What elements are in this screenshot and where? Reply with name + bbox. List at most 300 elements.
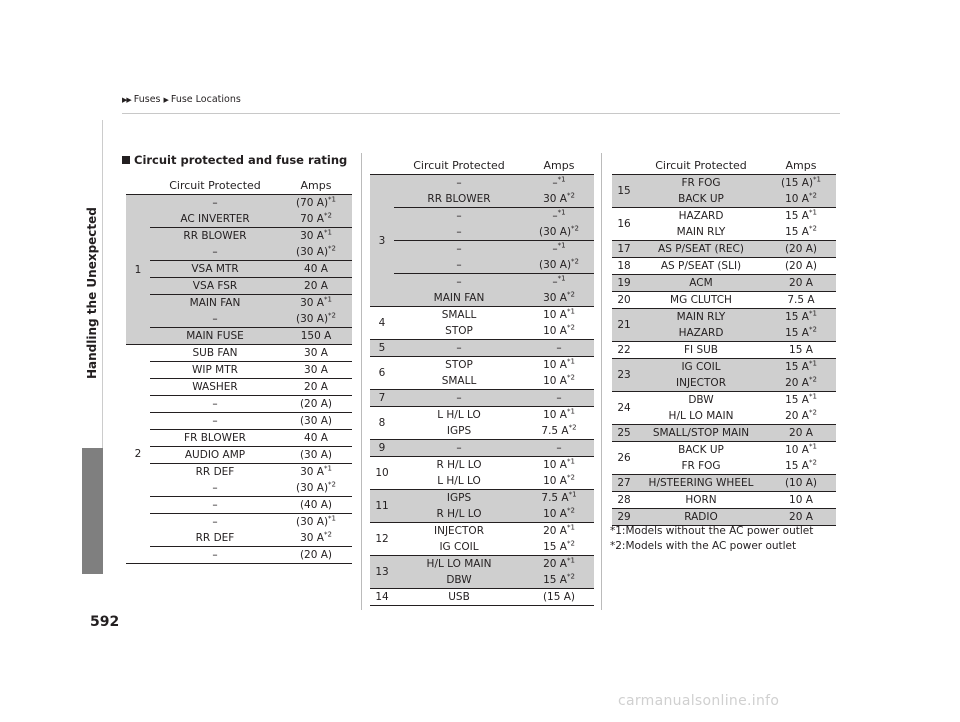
table-row: [394, 357, 594, 373]
table-row: [394, 440, 594, 456]
amp-value: (15 A): [780, 177, 814, 189]
circuit-name: AS P/SEAT (REC): [658, 243, 744, 255]
fuse-table-3: [612, 157, 836, 526]
table-row: [636, 224, 836, 240]
amp-value: (20 A): [299, 549, 333, 561]
table-row: [394, 390, 594, 406]
fuse-rows: [636, 342, 836, 358]
amp-rating: [766, 394, 836, 406]
table-row: [394, 523, 594, 539]
amp-rating: [280, 347, 352, 359]
amp-rating: [280, 466, 352, 478]
table-row: [150, 228, 352, 244]
circuit-name: –: [456, 210, 462, 222]
footnote-ref[interactable]: *2: [808, 325, 817, 334]
fuse-number: 4: [378, 317, 386, 329]
circuit-name: SMALL: [441, 375, 477, 387]
amp-value: 15 A: [785, 210, 809, 222]
fuse-group-22: [612, 342, 836, 359]
footnote-ref[interactable]: *2: [808, 224, 817, 233]
table-row: [394, 257, 594, 274]
table-row: [394, 241, 594, 257]
amp-value: 15 A: [543, 574, 567, 586]
footnote-ref[interactable]: *2: [328, 311, 337, 320]
table-row: [150, 447, 352, 464]
fuse-group-21: [612, 309, 836, 342]
table-row: [394, 539, 594, 555]
circuit-name: –: [456, 226, 462, 238]
table-row: [394, 473, 594, 489]
footnote-ref[interactable]: *1: [566, 407, 575, 416]
chapter-title: Handling the Unexpected: [85, 207, 99, 379]
circuit-name: HORN: [685, 494, 717, 506]
fuse-number: 23: [617, 369, 631, 381]
footnote-ref[interactable]: *1: [566, 556, 575, 565]
fuse-rows: [394, 340, 594, 356]
amp-value: 10 A: [543, 475, 567, 487]
circuit-name: FI SUB: [683, 344, 719, 356]
amp-rating: [766, 193, 836, 205]
amp-rating: [524, 409, 594, 421]
fuse-group-4: [370, 307, 594, 340]
table-row: [150, 211, 352, 228]
amp-rating: [280, 230, 352, 242]
table-row: [636, 342, 836, 358]
header-amps: Amps: [785, 159, 817, 172]
amp-value: 15 A: [785, 311, 809, 323]
fuse-group-27: [612, 475, 836, 492]
fuse-group-18: [612, 258, 836, 275]
header-circuit: Circuit Protected: [413, 159, 505, 172]
footnote-ref[interactable]: *2: [808, 191, 817, 200]
circuit-name: DBW: [446, 574, 472, 586]
footnote-ref[interactable]: *2: [566, 323, 575, 332]
fuse-number: 1: [134, 263, 142, 276]
amp-rating: [524, 359, 594, 371]
amp-value: 20 A: [543, 558, 567, 570]
fuse-number: 6: [378, 367, 386, 379]
amp-rating: [524, 325, 594, 337]
circuit-name: –: [212, 197, 218, 209]
amp-value: 10 A: [543, 309, 567, 321]
amp-value: 15 A: [785, 394, 809, 406]
footnote-ref[interactable]: *1: [808, 309, 817, 318]
table-row: [394, 340, 594, 356]
circuit-name: USB: [448, 591, 470, 603]
circuit-name: AUDIO AMP: [184, 449, 246, 461]
fuse-group-2: [126, 345, 352, 564]
fuse-number: 2: [134, 448, 142, 460]
footnote-ref[interactable]: *1: [323, 464, 332, 473]
amp-value: (20 A): [784, 260, 818, 272]
fuse-number: 25: [617, 427, 631, 439]
footnote-ref[interactable]: *2: [571, 224, 580, 233]
circuit-name: INJECTOR: [676, 377, 726, 389]
table-row: [636, 425, 836, 441]
amp-value: 40 A: [304, 263, 328, 275]
fuse-group-20: [612, 292, 836, 309]
amp-value: (30 A): [295, 516, 329, 528]
amp-rating: [280, 297, 352, 309]
table-row: [394, 208, 594, 224]
footnote-ref[interactable]: *1: [557, 241, 566, 250]
fuse-rows: [636, 309, 836, 341]
header-amps: Amps: [300, 179, 332, 192]
amp-rating: [524, 459, 594, 471]
footnote-ref[interactable]: *1: [557, 208, 566, 217]
circuit-name: –: [212, 398, 218, 410]
table-row: [394, 191, 594, 208]
table-row: [394, 506, 594, 522]
circuit-name: DBW: [688, 394, 714, 406]
amp-value: 30 A: [304, 347, 328, 359]
fuse-number: 3: [378, 234, 386, 247]
footnote-ref[interactable]: *2: [566, 539, 575, 548]
amp-rating: [524, 591, 594, 603]
column-divider: [601, 153, 602, 610]
footnote-ref[interactable]: *2: [328, 244, 337, 253]
footnote-ref[interactable]: *1: [323, 295, 332, 304]
table-row: [150, 195, 352, 211]
footnote-ref[interactable]: *1: [557, 274, 566, 283]
fuse-rows: [636, 175, 836, 207]
circuit-name: VSA FSR: [192, 280, 238, 292]
table-row: [394, 307, 594, 323]
circuit-name: RR BLOWER: [427, 193, 491, 205]
amp-value: 30 A: [543, 193, 567, 205]
footnote-ref[interactable]: *1: [566, 307, 575, 316]
amp-value: 10 A: [543, 409, 567, 421]
amp-value: 10 A: [543, 325, 567, 337]
circuit-name: IGPS: [446, 425, 472, 437]
amp-rating: [280, 364, 352, 376]
fuse-rows: [394, 390, 594, 406]
amp-value: 10 A: [785, 444, 809, 456]
amp-value: 15 A: [543, 541, 567, 553]
amp-value: –: [556, 442, 562, 454]
table-row: [394, 572, 594, 588]
fuse-group-1: [126, 195, 352, 345]
fuse-number: 19: [617, 277, 631, 289]
fuse-number: 29: [617, 511, 631, 523]
footnote-ref[interactable]: *2: [566, 290, 575, 299]
circuit-name: H/STEERING WHEEL: [648, 477, 754, 489]
circuit-name: AS P/SEAT (SLI): [660, 260, 742, 272]
fuse-rows: [394, 457, 594, 489]
table-row: [150, 244, 352, 261]
square-bullet-icon: [122, 156, 130, 164]
section-heading: [122, 153, 347, 167]
table-row: [394, 323, 594, 339]
amp-value: 20 A: [785, 377, 809, 389]
fuse-rows: [636, 258, 836, 274]
table-header: [612, 157, 836, 175]
fuse-rows: [394, 523, 594, 555]
circuit-name: H/L LO MAIN: [668, 410, 734, 422]
table-row: [636, 325, 836, 341]
fuse-group-26: [612, 442, 836, 475]
fuse-number: 7: [378, 392, 386, 404]
fuse-rows: [636, 392, 836, 424]
amp-value: 40 A: [304, 432, 328, 444]
table-row: [150, 413, 352, 430]
footnote-ref[interactable]: *1: [328, 514, 337, 523]
circuit-name: –: [456, 276, 462, 288]
footnote-ref[interactable]: *1: [557, 175, 566, 184]
fuse-group-8: [370, 407, 594, 440]
fuse-group-7: [370, 390, 594, 407]
amp-rating: [280, 482, 352, 494]
amp-rating: [766, 377, 836, 389]
amp-value: 15 A: [789, 344, 813, 356]
table-row: [394, 274, 594, 290]
footnote-ref[interactable]: *1: [566, 523, 575, 532]
table-row: [394, 457, 594, 473]
amp-value: (20 A): [784, 243, 818, 255]
circuit-name: –: [212, 516, 218, 528]
fuse-number: 13: [375, 566, 389, 578]
fuse-group-17: [612, 241, 836, 258]
table-row: [636, 475, 836, 491]
fuse-rows: [636, 275, 836, 291]
amp-value: (30 A): [538, 226, 572, 238]
amp-value: 10 A: [543, 508, 567, 520]
amp-value: 30 A: [543, 292, 567, 304]
amp-value: 7.5 A: [787, 294, 815, 306]
fuse-number: 8: [378, 417, 386, 429]
amp-rating: [280, 432, 352, 444]
arrow-icon: ▶: [163, 95, 168, 104]
fuse-number: 21: [617, 319, 631, 331]
table-header: [370, 157, 594, 175]
circuit-name: SMALL: [441, 309, 477, 321]
table-row: [394, 490, 594, 506]
section-heading-text: Circuit protected and fuse rating: [134, 153, 348, 167]
amp-rating: [280, 213, 352, 225]
footnote-ref[interactable]: *1: [808, 208, 817, 217]
fuse-number: 14: [375, 591, 389, 603]
footnote-ref[interactable]: *1: [808, 392, 817, 401]
fuse-rows: [394, 307, 594, 339]
fuse-number: 22: [617, 344, 631, 356]
amp-rating: [766, 260, 836, 272]
table-row: [150, 345, 352, 362]
circuit-name: H/L LO MAIN: [426, 558, 492, 570]
table-row: [150, 379, 352, 396]
amp-rating: [766, 361, 836, 373]
footnote-ref[interactable]: *2: [568, 423, 577, 432]
circuit-name: R H/L LO: [436, 508, 482, 520]
fuse-group-24: [612, 392, 836, 425]
amp-value: 10 A: [785, 193, 809, 205]
amp-value: 150 A: [300, 330, 332, 342]
breadcrumb-fuses[interactable]: Fuses: [133, 94, 161, 105]
table-row: [150, 328, 352, 344]
circuit-name: MAIN RLY: [676, 311, 726, 323]
amp-value: 30 A: [300, 466, 324, 478]
fuse-table-1: [126, 177, 352, 564]
amp-rating: [524, 492, 594, 504]
amp-value: (15 A): [542, 591, 576, 603]
table-row: [394, 407, 594, 423]
footnote-ref[interactable]: *2: [566, 506, 575, 515]
circuit-name: HAZARD: [678, 210, 724, 222]
fuse-group-15: [612, 175, 836, 208]
circuit-name: –: [212, 246, 218, 258]
amp-rating: [524, 375, 594, 387]
footnote-ref[interactable]: *2: [323, 211, 332, 220]
amp-value: –: [556, 342, 562, 354]
amp-value: 15 A: [785, 327, 809, 339]
amp-value: –: [552, 210, 558, 222]
amp-rating: [766, 477, 836, 489]
table-row: [636, 442, 836, 458]
circuit-name: –: [212, 549, 218, 561]
amp-rating: [766, 210, 836, 222]
amp-rating: [524, 309, 594, 321]
table-row: [150, 530, 352, 547]
table-row: [636, 292, 836, 308]
amp-rating: [280, 516, 352, 528]
fuse-number: 16: [617, 218, 631, 230]
amp-rating: [766, 177, 836, 189]
amp-value: –: [556, 392, 562, 404]
circuit-name: –: [212, 499, 218, 511]
footnote-ref[interactable]: *2: [571, 257, 580, 266]
circuit-name: HAZARD: [678, 327, 724, 339]
table-row: [150, 362, 352, 379]
amp-rating: [524, 574, 594, 586]
circuit-name: FR BLOWER: [184, 432, 246, 444]
footnote-ref[interactable]: *2: [566, 191, 575, 200]
header-divider: [122, 113, 840, 114]
amp-value: (70 A): [295, 197, 329, 209]
amp-value: (30 A): [295, 246, 329, 258]
footnote-ref[interactable]: *1: [328, 195, 337, 204]
amp-value: (30 A): [295, 313, 329, 325]
amp-value: (30 A): [299, 415, 333, 427]
fuse-rows: [150, 195, 352, 344]
footnote-ref[interactable]: *2: [566, 572, 575, 581]
fuse-group-5: [370, 340, 594, 357]
circuit-name: –: [456, 243, 462, 255]
footnote-ref[interactable]: *2: [328, 480, 337, 489]
amp-rating: [766, 327, 836, 339]
amp-value: (10 A): [784, 477, 818, 489]
footnote-ref[interactable]: *1: [813, 175, 822, 184]
amp-rating: [524, 210, 594, 222]
table-row: [636, 191, 836, 207]
circuit-name: –: [212, 482, 218, 494]
footnote-ref[interactable]: *2: [808, 458, 817, 467]
circuit-name: RR DEF: [195, 466, 235, 478]
breadcrumb-fuse-locations[interactable]: Fuse Locations: [170, 94, 241, 105]
fuse-number: 12: [375, 533, 389, 545]
amp-rating: [524, 193, 594, 205]
amp-rating: [524, 508, 594, 520]
circuit-name: R H/L LO: [436, 459, 482, 471]
footnote-ref[interactable]: *1: [323, 228, 332, 237]
circuit-name: STOP: [445, 359, 473, 371]
table-row: [150, 430, 352, 447]
table-row: [150, 311, 352, 328]
footnote-ref[interactable]: *2: [566, 373, 575, 382]
amp-value: 20 A: [304, 381, 328, 393]
circuit-name: SUB FAN: [192, 347, 238, 359]
amp-rating: [766, 277, 836, 289]
table-row: [636, 208, 836, 224]
amp-value: 7.5 A: [541, 425, 569, 437]
circuit-name: IGPS: [446, 492, 472, 504]
amp-value: (30 A): [538, 259, 572, 271]
amp-rating: [524, 177, 594, 189]
footnote-ref[interactable]: *2: [808, 375, 817, 384]
footnote-ref[interactable]: *1: [808, 442, 817, 451]
footnote-ref[interactable]: *2: [323, 530, 332, 539]
fuse-rows: [394, 175, 594, 306]
fuse-rows: [394, 440, 594, 456]
circuit-name: WASHER: [192, 381, 238, 393]
amp-value: (40 A): [299, 499, 333, 511]
footnote-2: *2:Models with the AC power outlet: [610, 540, 797, 552]
table-row: [394, 589, 594, 605]
table-row: [150, 464, 352, 480]
footnote-ref[interactable]: *2: [808, 408, 817, 417]
fuse-group-25: [612, 425, 836, 442]
amp-rating: [766, 444, 836, 456]
footnote-ref[interactable]: *1: [566, 457, 575, 466]
amp-rating: [280, 263, 352, 275]
circuit-name: ACM: [689, 277, 713, 289]
footnote-ref[interactable]: *1: [568, 490, 577, 499]
amp-rating: [280, 449, 352, 461]
circuit-name: FR FOG: [681, 177, 721, 189]
fuse-rows: [636, 292, 836, 308]
fuse-number: 17: [617, 243, 631, 255]
table-row: [394, 556, 594, 572]
circuit-name: IG COIL: [439, 541, 479, 553]
circuit-name: –: [456, 177, 462, 189]
fuse-rows: [636, 359, 836, 391]
amp-rating: [280, 246, 352, 258]
fuse-group-14: [370, 589, 594, 606]
amp-value: 20 A: [543, 525, 567, 537]
table-row: [150, 480, 352, 497]
amp-value: 15 A: [785, 226, 809, 238]
circuit-name: MAIN FAN: [433, 292, 485, 304]
table-row: [394, 224, 594, 241]
fuse-number: 9: [378, 442, 386, 454]
table-row: [394, 373, 594, 389]
fuse-number: 18: [617, 260, 631, 272]
amp-value: –: [552, 177, 558, 189]
footnote-ref[interactable]: *1: [566, 357, 575, 366]
amp-rating: [280, 415, 352, 427]
amp-rating: [766, 460, 836, 472]
table-row: [394, 423, 594, 439]
amp-rating: [524, 276, 594, 288]
table-row: [636, 408, 836, 424]
fuse-group-11: [370, 490, 594, 523]
amp-value: 20 A: [785, 410, 809, 422]
column-divider: [361, 153, 362, 610]
footnote-ref[interactable]: *1: [808, 359, 817, 368]
chapter-tab[interactable]: [82, 448, 103, 574]
amp-value: –: [552, 243, 558, 255]
footnote-ref[interactable]: *2: [566, 473, 575, 482]
amp-value: 10 A: [543, 459, 567, 471]
table-row: [636, 375, 836, 391]
